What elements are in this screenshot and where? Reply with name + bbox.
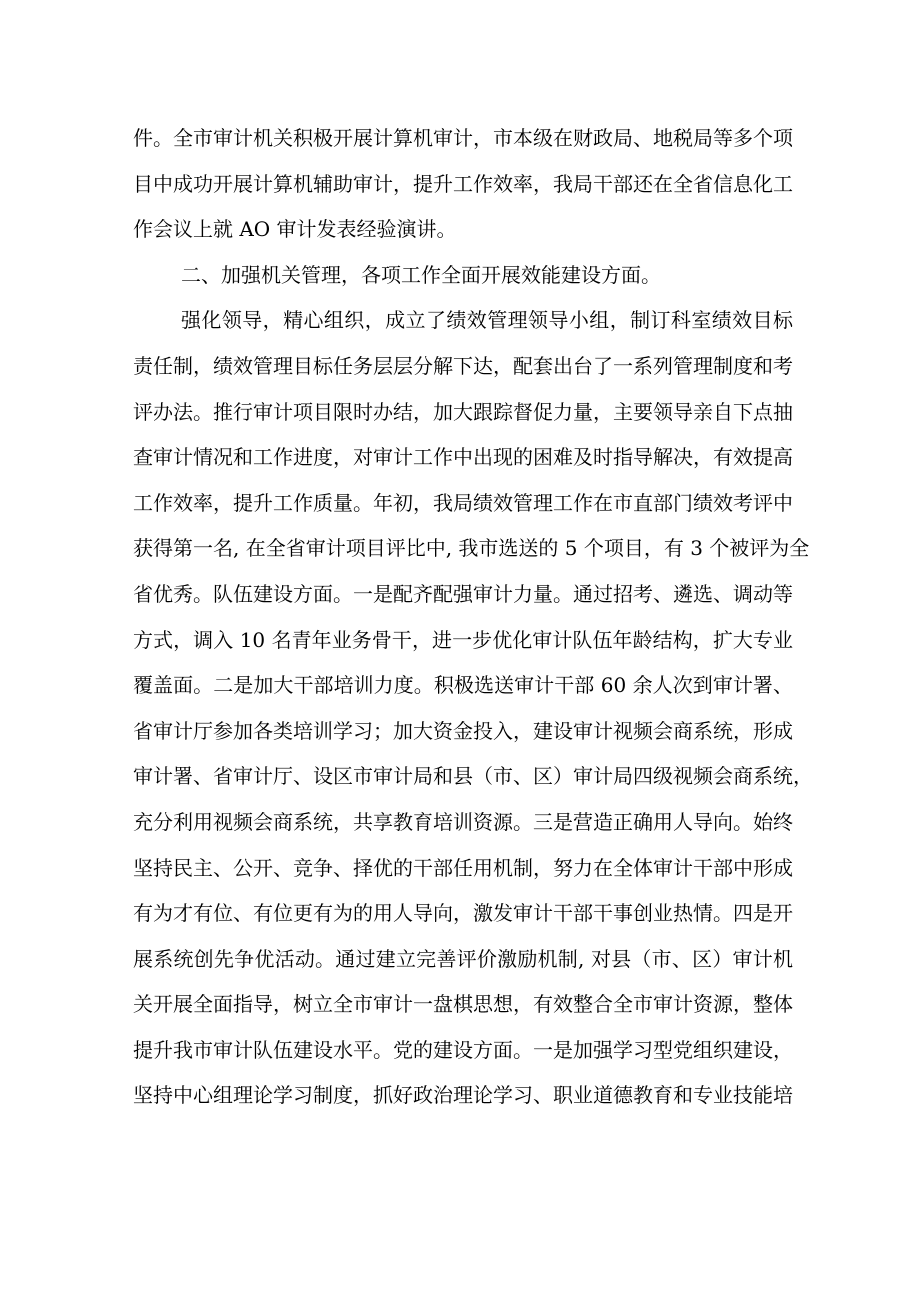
text-line: 提升我市审计队伍建设水平。党的建设方面。一是加强学习型党组织建设，	[133, 1037, 793, 1062]
text-line: 二、加强机关管理，各项工作全面开展效能建设方面。	[181, 262, 661, 287]
document-page	[133, 116, 813, 1119]
text-line: 有为才有位、有位更有为的用人导向，激发审计干部干事创业热情。四是开	[133, 901, 793, 926]
text-line: 覆盖面。二是加大干部培训力度。积极选送审计干部 60 余人次到审计署、	[133, 673, 793, 698]
text-line: 方式，调入 10 名青年业务骨干，进一步优化审计队伍年龄结构，扩大专业	[133, 627, 793, 652]
text-line: 坚持中心组理论学习制度，抓好政治理论学习、职业道德教育和专业技能培	[133, 1083, 793, 1108]
text-line: 获得第一名, 在全省审计项目评比中, 我市选送的 5 个项目，有 3 个被评为全	[133, 536, 810, 561]
text-line: 作会议上就 AO 审计发表经验演讲。	[133, 217, 457, 242]
text-line: 查审计情况和工作进度，对审计工作中出现的困难及时指导解决，有效提高	[133, 445, 793, 470]
text-line: 评办法。推行审计项目限时办结，加大跟踪督促力量，主要领导亲自下点抽	[133, 399, 793, 424]
text-line: 关开展全面指导，树立全市审计一盘棋思想，有效整合全市审计资源，整体	[133, 992, 793, 1017]
text-line: 强化领导，精心组织，成立了绩效管理领导小组，制订科室绩效目标	[181, 308, 793, 333]
text-line: 充分利用视频会商系统，共享教育培训资源。三是营造正确用人导向。始终	[133, 809, 793, 834]
text-line: 件。全市审计机关积极开展计算机审计，市本级在财政局、地税局等多个项	[133, 126, 793, 150]
text-line: 省审计厅参加各类培训学习；加大资金投入，建设审计视频会商系统，形成	[133, 718, 793, 743]
paragraph	[133, 298, 813, 1119]
text-line: 坚持民主、公开、竞争、择优的干部任用机制，努力在全体审计干部中形成	[133, 855, 793, 880]
text-line: 展系统创先争优活动。通过建立完善评价激励机制, 对县（市、区）审计机	[133, 946, 793, 971]
paragraph	[133, 116, 793, 253]
text-line: 目中成功开展计算机辅助审计，提升工作效率，我局干部还在全省信息化工	[133, 171, 793, 196]
text-line: 责任制，绩效管理目标任务层层分解下达，配套出台了一系列管理制度和考	[133, 353, 793, 378]
paragraph	[133, 253, 793, 299]
text-line: 省优秀。队伍建设方面。一是配齐配强审计力量。通过招考、遴选、调动等	[133, 581, 793, 606]
text-line: 工作效率，提升工作质量。年初，我局绩效管理工作在市直部门绩效考评中	[133, 490, 793, 515]
text-line: 审计署、省审计厅、设区市审计局和县（市、区）审计局四级视频会商系统，	[133, 764, 813, 789]
